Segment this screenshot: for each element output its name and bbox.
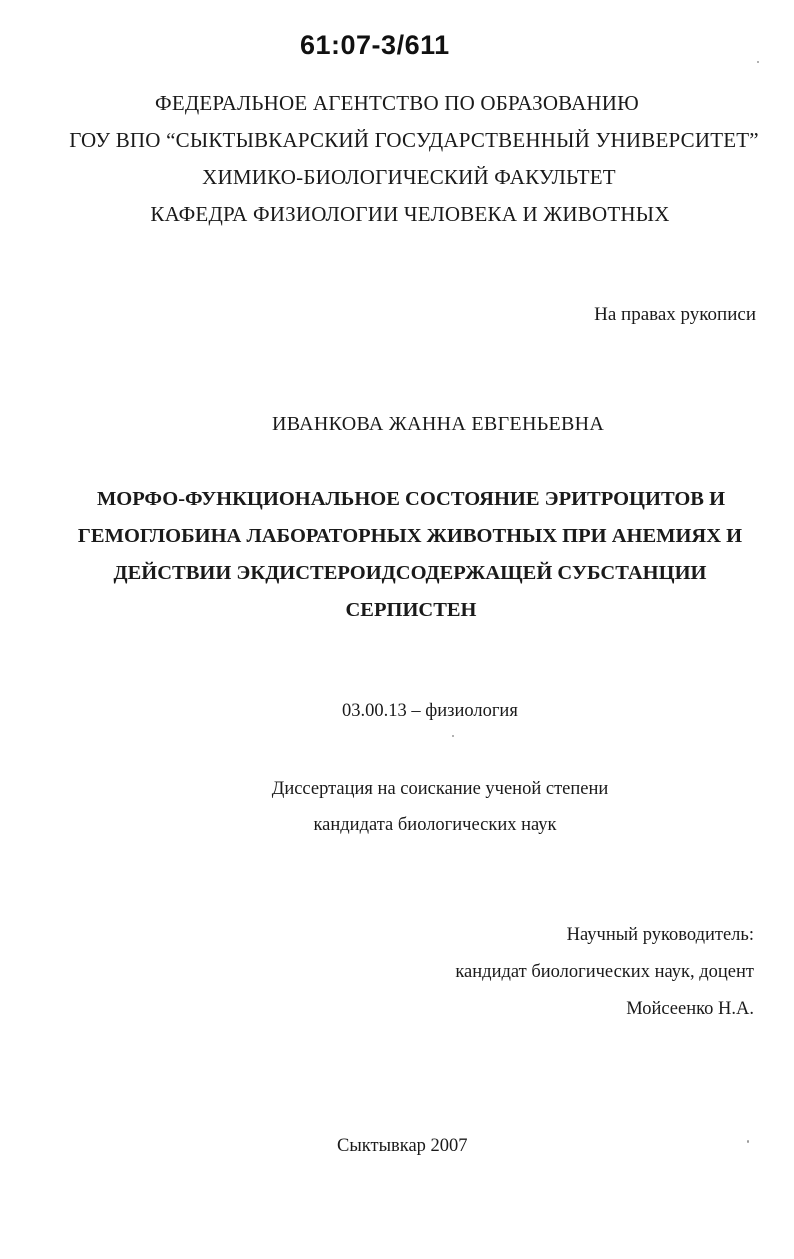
title-line: ДЕЙСТВИИ ЭКДИСТЕРОИДСОДЕРЖАЩЕЙ СУБСТАНЦИИ xyxy=(113,562,707,584)
title-line: ГЕМОГЛОБИНА ЛАБОРАТОРНЫХ ЖИВОТНЫХ ПРИ АНЕМИЯХ И xyxy=(77,525,743,547)
specialty-code: 03.00.13 – физиология xyxy=(342,701,518,721)
agency-line: ФЕДЕРАЛЬНОЕ АГЕНТСТВО ПО ОБРАЗОВАНИЮ xyxy=(155,91,639,115)
place-year: Сыктывкар 2007 xyxy=(337,1136,468,1156)
department-line: КАФЕДРА ФИЗИОЛОГИИ ЧЕЛОВЕКА И ЖИВОТНЫХ xyxy=(150,202,670,226)
title-line: СЕРПИСТЕН xyxy=(345,599,477,621)
supervisor-name: Мойсеенко Н.А. xyxy=(626,999,754,1019)
rights-note: На правах рукописи xyxy=(594,304,756,325)
scan-speck xyxy=(757,61,759,63)
degree-line: Диссертация на соискание ученой степени xyxy=(271,779,609,799)
title-line: МОРФО-ФУНКЦИОНАЛЬНОЕ СОСТОЯНИЕ ЭРИТРОЦИТОВ И xyxy=(96,488,726,510)
supervisor-rank: кандидат биологических наук, доцент xyxy=(455,962,754,982)
faculty-line: ХИМИКО-БИОЛОГИЧЕСКИЙ ФАКУЛЬТЕТ xyxy=(202,165,616,189)
scan-speck xyxy=(452,735,454,737)
supervisor-block xyxy=(455,917,754,1028)
supervisor-label: Научный руководитель: xyxy=(566,925,754,945)
dissertation-title xyxy=(0,481,794,629)
degree-statement xyxy=(0,771,794,843)
author-name: ИВАНКОВА ЖАННА ЕВГЕНЬЕВНА xyxy=(272,413,605,435)
scan-speck xyxy=(747,1140,749,1143)
organization-header xyxy=(0,85,794,233)
degree-line: кандидата биологических наук xyxy=(313,815,557,835)
catalog-code: 61:07-3/611 xyxy=(300,30,450,60)
university-line: ГОУ ВПО “СЫКТЫВКАРСКИЙ ГОСУДАРСТВЕННЫЙ УНИВЕРСИТЕТ” xyxy=(69,128,759,152)
